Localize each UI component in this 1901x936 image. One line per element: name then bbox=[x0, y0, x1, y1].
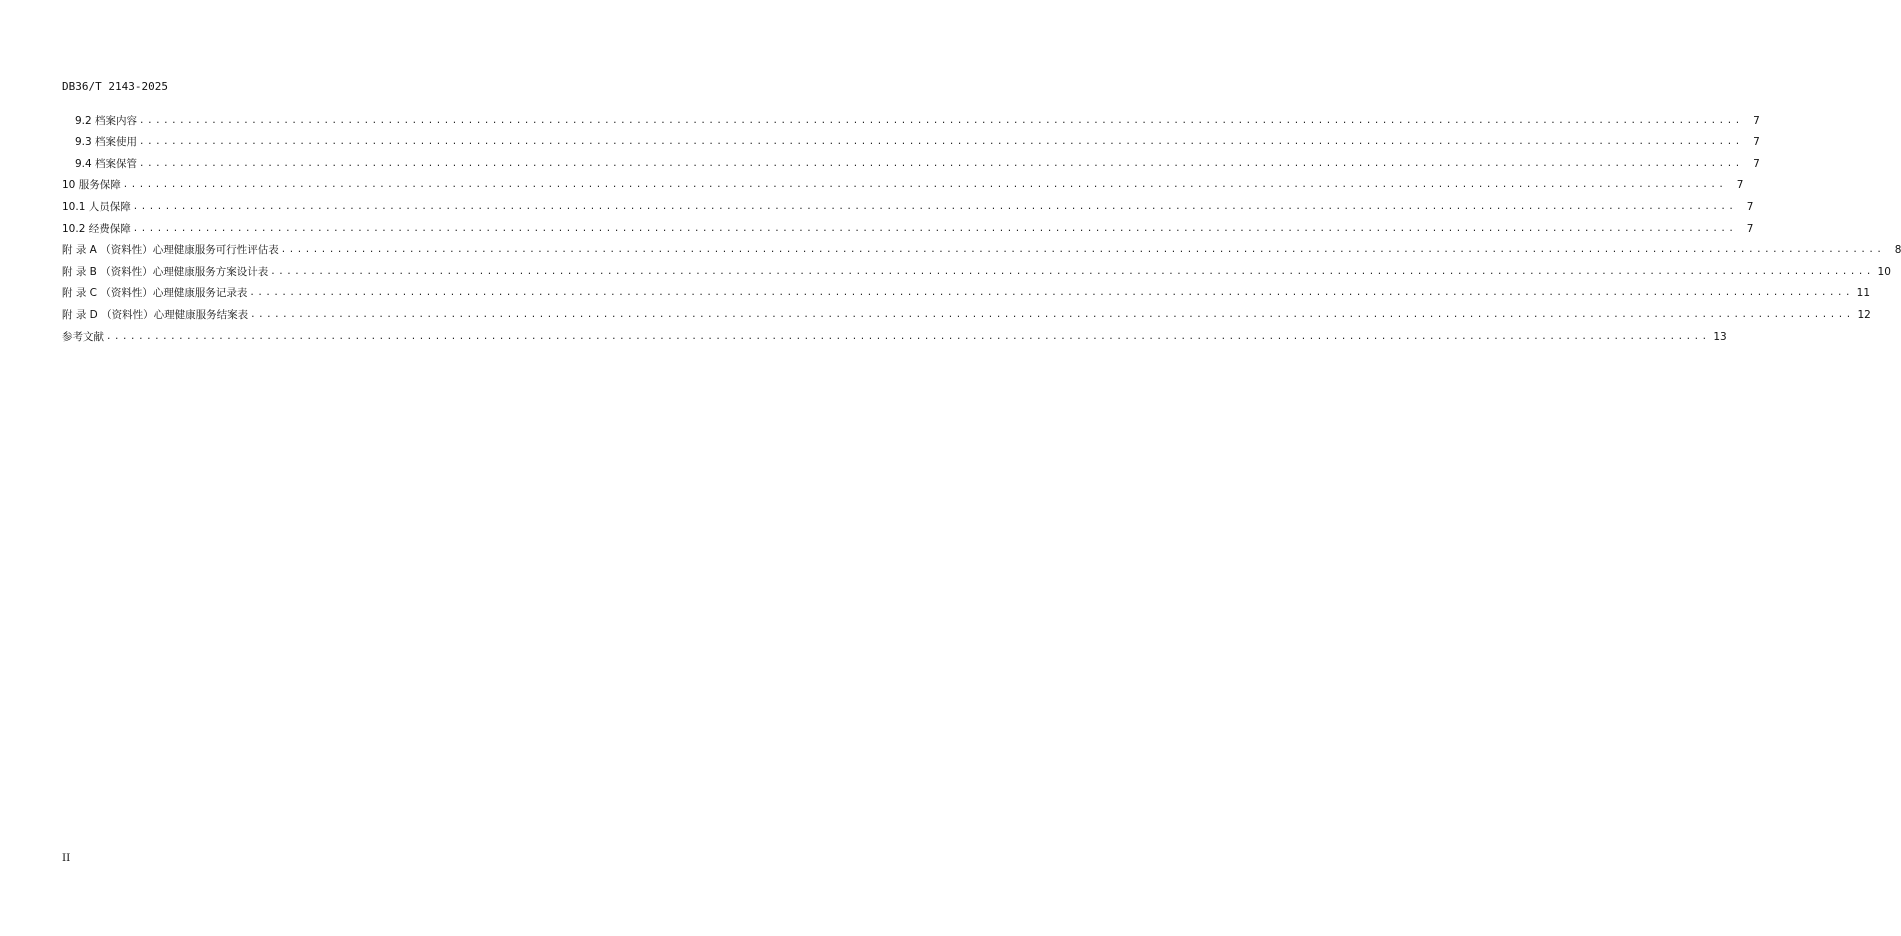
toc-entry-10[interactable] bbox=[62, 171, 1744, 193]
table-of-contents bbox=[62, 106, 1901, 344]
toc-entry-title: 10.2 经费保障 bbox=[62, 222, 131, 235]
toc-entry-page: 11 bbox=[1856, 287, 1871, 300]
toc-leader-dots: ........................................................................................................................................................................................................ bbox=[122, 180, 1727, 191]
toc-entry-appendix-c[interactable] bbox=[62, 279, 1871, 301]
toc-entry-title: 参考文献 bbox=[62, 330, 104, 343]
toc-entry-title: 附 录 A （资料性）心理健康服务可行性评估表 bbox=[62, 244, 279, 257]
toc-entry-page: 7 bbox=[1746, 222, 1754, 235]
toc-entry-title: 9.4 档案保管 bbox=[75, 157, 138, 170]
toc-leader-dots: ........................................................................................................................................................................................................ bbox=[132, 201, 1737, 212]
toc-entry-page: 8 bbox=[1894, 244, 1901, 257]
toc-leader-dots: ........................................................................................................................................................................................................ bbox=[132, 223, 1737, 234]
document-code: DB36/T 2143-2025 bbox=[62, 80, 168, 93]
toc-leader-dots: ........................................................................................................................................................................................................ bbox=[106, 331, 1710, 342]
toc-leader-dots: ........................................................................................................................................................................................................ bbox=[280, 245, 1885, 256]
toc-entry-9-2[interactable] bbox=[62, 106, 1760, 128]
toc-entry-10-1[interactable] bbox=[62, 192, 1754, 214]
toc-entry-title: 附 录 D （资料性）心理健康服务结案表 bbox=[62, 308, 249, 321]
toc-entry-appendix-b[interactable] bbox=[62, 257, 1891, 279]
toc-entry-appendix-a[interactable] bbox=[62, 236, 1901, 258]
toc-leader-dots: ........................................................................................................................................................................................................ bbox=[139, 115, 1743, 126]
toc-entry-page: 7 bbox=[1753, 136, 1760, 149]
toc-entry-appendix-d[interactable] bbox=[62, 300, 1871, 322]
toc-entry-10-2[interactable] bbox=[62, 214, 1754, 236]
page-number: II bbox=[62, 852, 71, 864]
toc-entry-page: 7 bbox=[1746, 200, 1754, 213]
toc-entry-9-3[interactable] bbox=[62, 128, 1760, 150]
toc-entry-title: 附 录 B （资料性）心理健康服务方案设计表 bbox=[62, 265, 269, 278]
toc-entry-title: 9.2 档案内容 bbox=[75, 114, 138, 127]
toc-entry-page: 10 bbox=[1877, 265, 1891, 278]
toc-leader-dots: ........................................................................................................................................................................................................ bbox=[270, 266, 1874, 277]
toc-entry-page: 7 bbox=[1736, 179, 1744, 192]
toc-entry-page: 12 bbox=[1857, 308, 1871, 321]
toc-leader-dots: ........................................................................................................................................................................................................ bbox=[249, 288, 1854, 299]
toc-entry-9-4[interactable] bbox=[62, 149, 1760, 171]
toc-leader-dots: ........................................................................................................................................................................................................ bbox=[139, 137, 1743, 148]
toc-entry-page: 7 bbox=[1753, 114, 1760, 127]
toc-entry-page: 13 bbox=[1713, 330, 1727, 343]
toc-leader-dots: ........................................................................................................................................................................................................ bbox=[250, 309, 1854, 320]
toc-entry-page: 7 bbox=[1753, 157, 1760, 170]
toc-entry-title: 10.1 人员保障 bbox=[62, 200, 131, 213]
toc-entry-title: 附 录 C （资料性）心理健康服务记录表 bbox=[62, 287, 248, 300]
toc-entry-title: 9.3 档案使用 bbox=[75, 136, 138, 149]
toc-entry-references[interactable] bbox=[62, 322, 1727, 344]
toc-entry-title: 10 服务保障 bbox=[62, 179, 121, 192]
toc-leader-dots: ........................................................................................................................................................................................................ bbox=[139, 158, 1743, 169]
